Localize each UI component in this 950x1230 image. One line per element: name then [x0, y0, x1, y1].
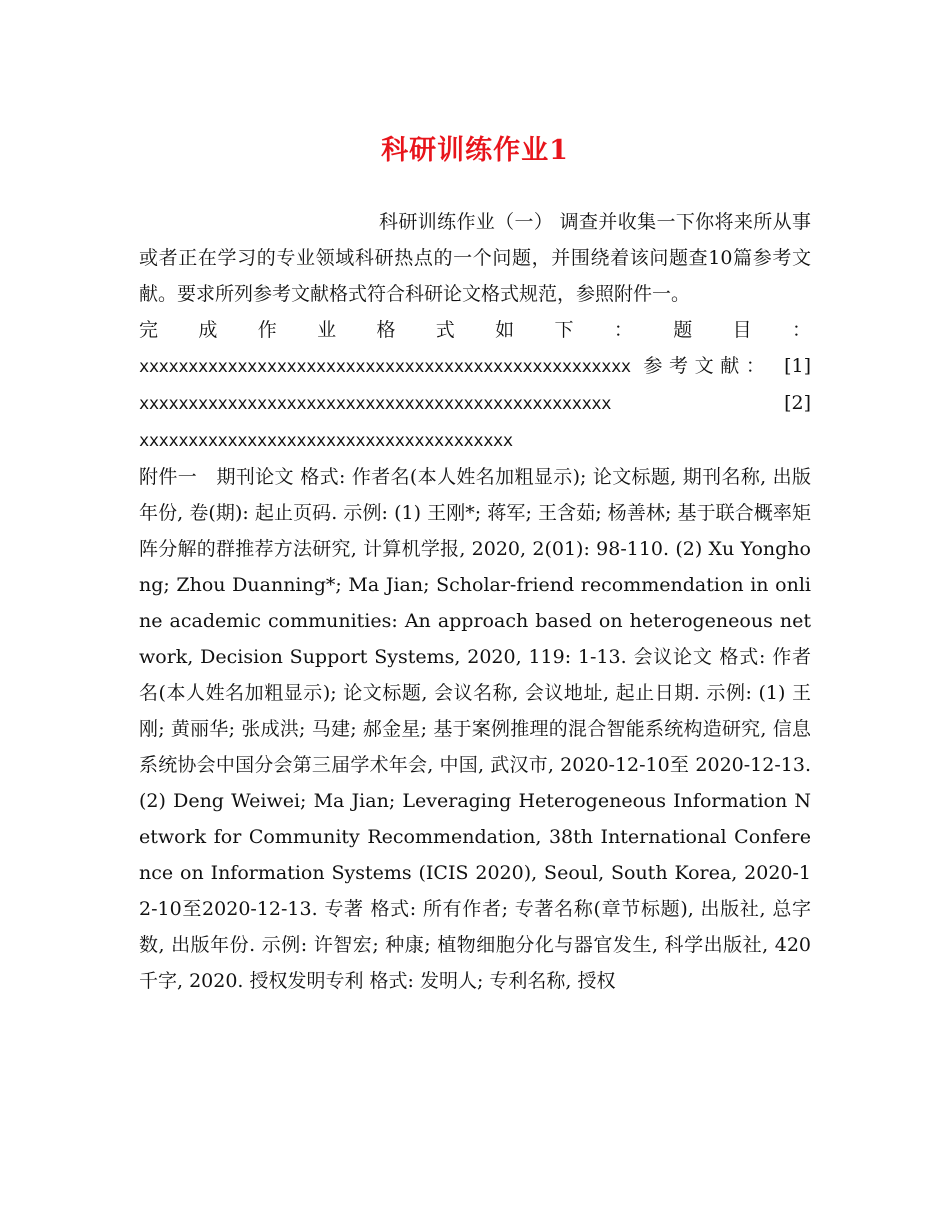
appendix-paragraph: 附件一 期刊论文 格式: 作者名(本人姓名加粗显示); 论文标题, 期刊名称, 出版年份, 卷(期): 起止页码. 示例: (1) 王刚*; 蒋军; 王含茹; 杨善林; 基于联合概率矩阵分解的群推荐方法研究, 计算机学报, 2020, 2(01): 98-110. (2) Xu Yonghong; Zhou Duanning*; Ma Jian; Scholar-friend recommendation in online academic communities: An approach based on heterogeneous network, Decision Support Systems, 2020, 119: 1-13. 会议论文 格式: 作者名(本人姓名加粗显示); 论文标题, 会议名称, 会议地址, 起止日期. 示例: (1) 王刚; 黄丽华; 张成洪; 马建; 郝金星; 基于案例推理的混合智能系统构造研究, 信息系统协会中国分会第三届学术年会, 中国, 武汉市, 2020-12-10至 2020-12-13. (2) Deng Weiwei; Ma Jian; Leveraging Heterogeneous Information Network for Community Recommendation, 38th International Conference on Information Systems (ICIS 2020), Seoul, South Korea, 2020-12-10至2020-12-13. 专著 格式: 所有作者; 专著名称(章节标题), 出版社, 总字数, 出版年份. 示例: 许智宏; 种康; 植物细胞分化与器官发生, 科学出版社, 420千字, 2020. 授权发明专利 格式: 发明人; 专利名称, 授权 [139, 466, 811, 992]
format-line [139, 312, 811, 348]
ref1-index: [1] [784, 355, 811, 377]
intro-paragraph: 科研训练作业（一） 调查并收集一下你将来所从事或者正在学习的专业领域科研热点的一个问题，并围绕着该问题查10篇参考文献。要求所列参考文献格式符合科研论文格式规范，参照附件一。 [139, 211, 811, 305]
topic-label: 题 目 ： [673, 319, 811, 341]
document-title: 科研训练作业1 [381, 135, 569, 166]
ref1-placeholder: xxxxxxxxxxxxxxxxxxxxxxxxxxxxxxxxxxxxxxxxxxxxxxxx [139, 394, 612, 414]
ref2-placeholder: xxxxxxxxxxxxxxxxxxxxxxxxxxxxxxxxxxxxxx [139, 431, 513, 451]
refs-label: 参考文献： [643, 355, 772, 377]
ref1-line [139, 385, 811, 422]
topic-line [139, 348, 811, 385]
ref2-line [139, 422, 811, 459]
document-body [139, 204, 811, 999]
ref2-index: [2] [784, 392, 811, 414]
format-label: 完 成 作 业 格 式 如 下 ： [139, 319, 651, 341]
topic-placeholder: xxxxxxxxxxxxxxxxxxxxxxxxxxxxxxxxxxxxxxxxxxxxxxxxxx [139, 357, 631, 377]
